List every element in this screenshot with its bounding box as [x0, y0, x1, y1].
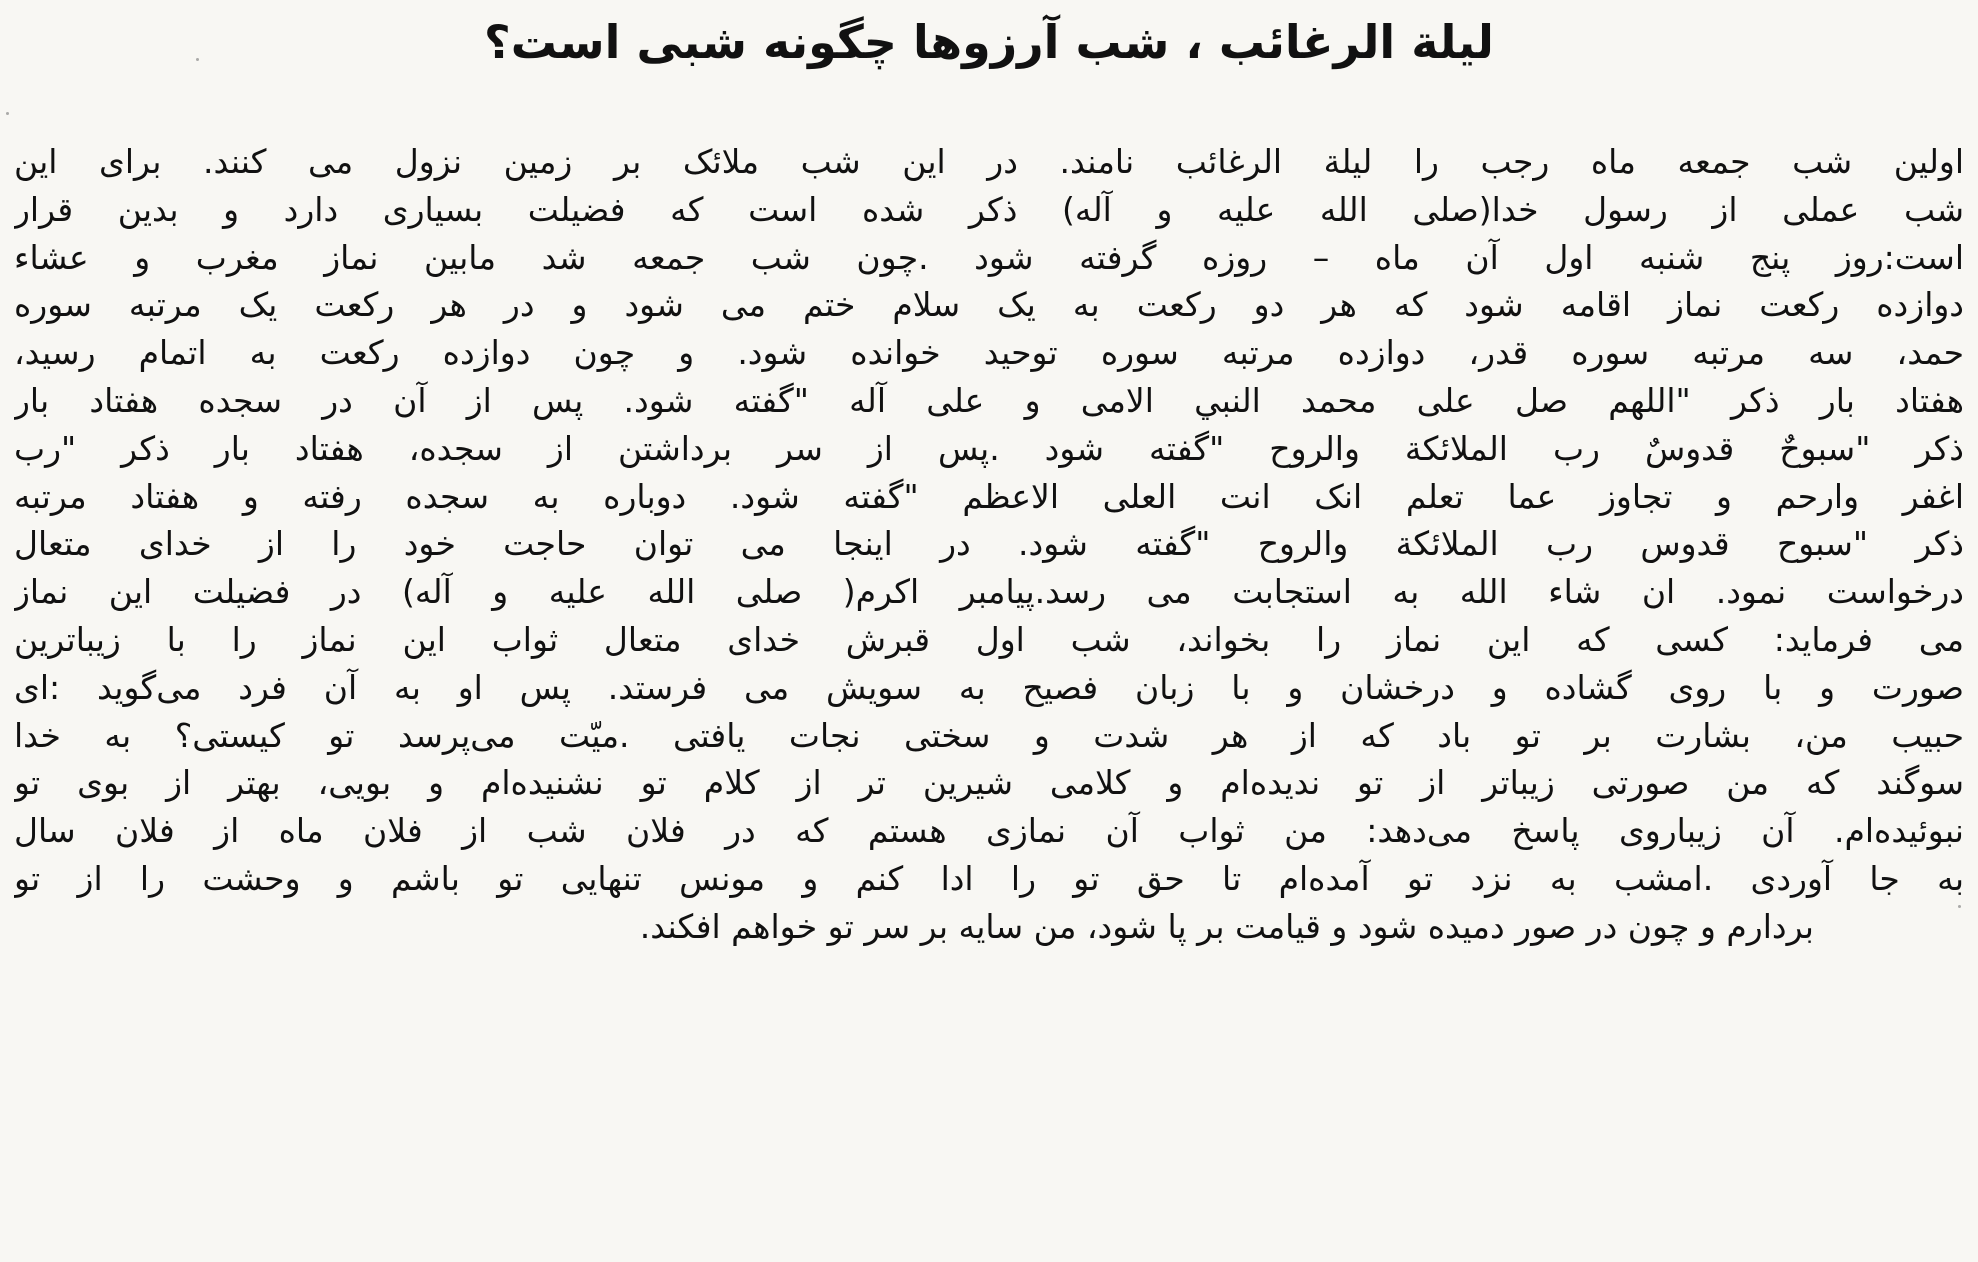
text-line-9: ذکر "سبوح قدوس رب الملائکة والروح "گفته شود. در اینجا می توان حاجت خود را از خدای متعال [14, 524, 1964, 564]
text-line-5: حمد، سه مرتبه سوره قدر، دوازده مرتبه سوره توحید خوانده شود. و چون دوازده رکعت به اتمام رسید، [14, 333, 1964, 373]
page-title: لیلة الرغائب ، شب آرزوها چگونه شبی است؟ [484, 15, 1494, 69]
text-line-8: اغفر وارحم و تجاوز عما تعلم انک انت العلی الاعظم "گفته شود. دوباره به سجده رفته و هفتاد مرتبه [14, 476, 1964, 516]
text-line-12: صورت و با روی گشاده و درخشان و با زبان فصیح به سویش می فرستد. پس او به آن فرد می‌گوید :ای [14, 667, 1964, 707]
text-line-11: می فرماید: کسی که این نماز را بخواند، شب اول قبرش خدای متعال ثواب این نماز را با زیباترین [14, 619, 1964, 659]
text-line-16: به جا آوردی .امشب به نزد تو آمده‌ام تا حق تو را ادا کنم و مونس تنهایی تو باشم و وحشت را از تو [14, 858, 1964, 898]
scan-speck [196, 58, 199, 61]
text-line-7: ذکر "سبوحٌ قدوسٌ رب الملائکة والروح "گفته شود .پس از سر برداشتن از سجده، هفتاد بار ذکر "رب [14, 428, 1964, 468]
text-line-13: حبیب من، بشارت بر تو باد که از هر شدت و سختی نجات یافتی .میّت می‌پرسد تو کیستی؟ به خدا [14, 715, 1964, 755]
text-line-17: بردارم و چون در صور دمیده شود و قیامت بر پا شود، من سایه بر سر تو خواهم افکند. [639, 906, 1814, 946]
text-line-2: شب عملی از رسول خدا(صلی الله علیه و آله) ذکر شده است که فضیلت بسیاری دارد و بدین قرار [14, 189, 1964, 229]
text-line-14: سوگند که من صورتی زیباتر از تو ندیده‌ام و کلامی شیرین تر از کلام تو نشنیده‌ام و بویی، بهتر از بوی تو [14, 763, 1964, 803]
text-line-10: درخواست نمود. ان شاء الله به استجابت می رسد.پیامبر اکرم( صلی الله علیه و آله) در فضیلت این نماز [14, 572, 1964, 612]
body-text [14, 138, 1964, 951]
text-line-4: دوازده رکعت نماز اقامه شود که هر دو رکعت به یک سلام ختم می شود و در هر رکعت یک مرتبه سوره [14, 285, 1964, 325]
text-line-6: هفتاد بار ذکر "اللهم صل علی محمد النبي الامی و علی آله "گفته شود. پس از آن در سجده هفتاد بار [14, 380, 1964, 420]
scan-speck [1958, 905, 1961, 908]
text-line-3: است:روز پنج شنبه اول آن ماه – روزه گرفته شود .چون شب جمعه شد مابین نماز مغرب و عشاء [14, 237, 1964, 277]
text-line-15: نبوئیده‌ام. آن زیباروی پاسخ می‌دهد: من ثواب آن نمازی هستم که در فلان شب از فلان ماه از فلان سال [14, 811, 1964, 851]
text-line-1: اولین شب جمعه ماه رجب را لیلة الرغائب نامند. در این شب ملائک بر زمین نزول می کنند. برای این [14, 142, 1964, 181]
scan-speck [6, 112, 9, 115]
